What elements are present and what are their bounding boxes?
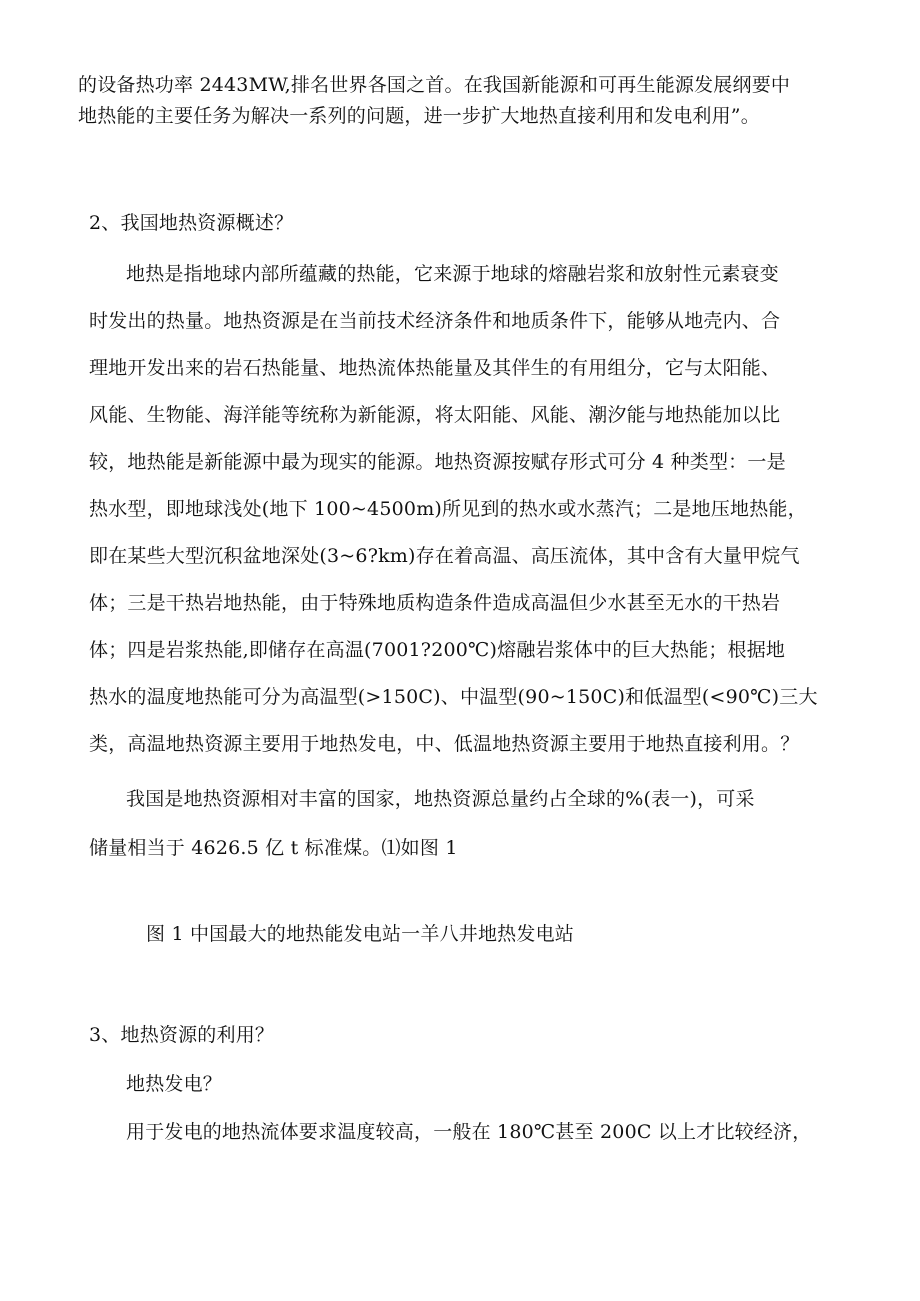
figure-caption: 图 1 中国最大的地热能发电站一羊八井地热发电站 [146,923,574,945]
intro-line-1: 的设备热功率 2443MW,排名世界各国之首。在我国新能源和可再生能源发展纲要中 [78,74,791,96]
section-2-paragraph-1-line-3: 理地开发出来的岩石热能量、地热流体热能量及其伴生的有用组分，它与太阳能、 [89,357,781,379]
section-2-heading: 2、我国地热资源概述？ [89,212,294,234]
intro-line-2: 地热能的主要任务为解决一系列的问题，进一步扩大地热直接利用和发电利用”。 [78,105,760,127]
section-2-paragraph-1-line-5: 较，地热能是新能源中最为现实的能源。地热资源按赋存形式可分 4 种类型：一是 [89,451,786,473]
section-2-paragraph-1-line-4: 风能、生物能、海洋能等统称为新能源，将太阳能、风能、潮汐能与地热能加以比 [89,404,781,426]
section-2-paragraph-1-line-11: 类，高温地热资源主要用于地热发电，中、低温地热资源主要用于地热直接利用。？ [89,733,800,755]
section-2-paragraph-1-line-2: 时发出的热量。地热资源是在当前技术经济条件和地质条件下，能够从地壳内、合 [89,310,781,332]
section-3-paragraph-line: 用于发电的地热流体要求温度较高，一般在 180℃甚至 200C 以上才比较经济， [126,1121,812,1143]
section-2-paragraph-2-line-2: 储量相当于 4626.5 亿 t 标准煤。⑴如图 1 [89,837,458,859]
section-2-paragraph-1-line-7: 即在某些大型沉积盆地深处(3~6?km)存在着高温、高压流体，其中含有大量甲烷气 [89,545,800,567]
section-2-paragraph-1-line-9: 体；四是岩浆热能,即储存在高温(7001?200℃)熔融岩浆体中的巨大热能；根据地 [89,639,786,661]
section-2-paragraph-1-line-8: 体；三是干热岩地热能，由于特殊地质构造条件造成高温但少水甚至无水的干热岩 [89,592,781,614]
section-3-heading: 3、地热资源的利用？ [89,1024,275,1046]
section-3-subheading: 地热发电？ [126,1073,223,1095]
section-2-paragraph-1-line-6: 热水型，即地球浅处(地下 100~4500m)所见到的热水或水蒸汽；二是地压地热能， [89,498,807,520]
section-2-paragraph-1-line-1: 地热是指地球内部所蕴藏的热能，它来源于地球的熔融岩浆和放射性元素衰变 [126,263,779,285]
section-2-paragraph-1-line-10: 热水的温度地热能可分为高温型(>150C)、中温型(90~150C)和低温型(<90℃)三大 [89,686,818,708]
section-2-paragraph-2-line-1: 我国是地热资源相对丰富的国家，地热资源总量约占全球的%(表一)，可采 [126,788,755,810]
